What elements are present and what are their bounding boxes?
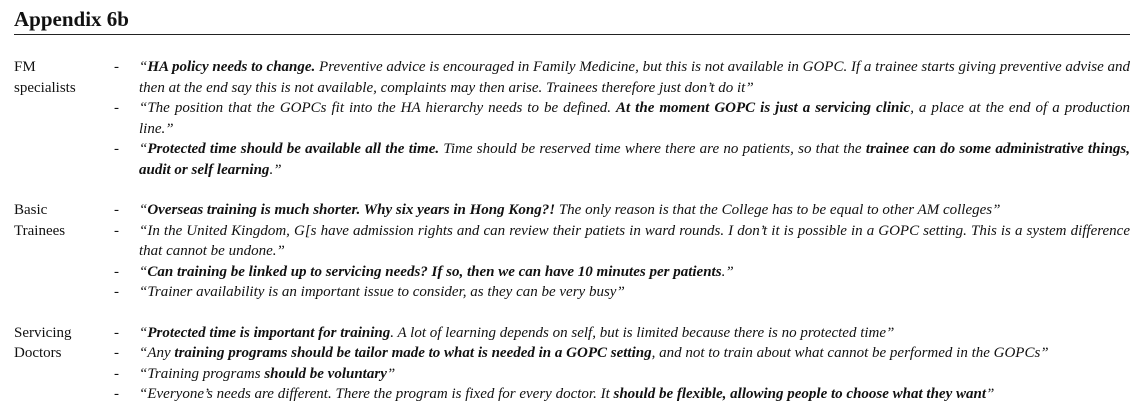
list-dash: - bbox=[114, 386, 119, 402]
quote-text: “ bbox=[139, 324, 148, 341]
page-title: Appendix 6b bbox=[14, 6, 1130, 35]
quote-text: ” bbox=[386, 365, 396, 382]
quote-emphasis: trainee can do some administrative things, audit or self learning bbox=[139, 141, 1131, 178]
quote-list bbox=[114, 200, 1130, 303]
quote-item bbox=[114, 57, 1130, 98]
quote-text: , and not to train about what cannot be performed in the GOPCs” bbox=[651, 345, 1049, 361]
quote-item bbox=[114, 323, 1130, 344]
list-dash: - bbox=[114, 284, 119, 300]
list-dash: - bbox=[114, 100, 119, 116]
list-dash: - bbox=[114, 59, 119, 75]
quote-emphasis: training programs should be tailor made to what is needed in a GOPC setting bbox=[174, 345, 652, 361]
quote-list bbox=[114, 57, 1130, 180]
quote-text: “Everyone’s needs are different. There the program is fixed for every doctor. It bbox=[139, 386, 614, 402]
document-page bbox=[14, 6, 1130, 405]
list-dash: - bbox=[114, 202, 119, 218]
quote-text: The only reason is that the College has to be equal to other AM colleges” bbox=[555, 202, 1001, 218]
list-dash: - bbox=[114, 345, 119, 361]
section-fm-specialists bbox=[14, 57, 1130, 180]
group-label-servicing-doctors: Servicing Doctors bbox=[14, 324, 72, 361]
quote-emphasis: should be flexible, allowing people to choose what they want bbox=[613, 386, 987, 402]
quote-item bbox=[114, 282, 1130, 303]
quote-text: “The position that the GOPCs fit into the HA hierarchy needs to be defined. bbox=[139, 100, 617, 116]
quote-item bbox=[114, 384, 1130, 405]
list-dash: - bbox=[114, 222, 119, 239]
quote-emphasis: At the moment GOPC is just a servicing clinic bbox=[616, 100, 911, 116]
list-dash: - bbox=[114, 263, 119, 280]
quote-text: “Training programs bbox=[139, 365, 265, 382]
quote-emphasis: Protected time is important for training bbox=[147, 324, 391, 341]
quote-text: “In the United Kingdom, G[s have admission rights and can review their patiets in ward rounds. I don’t it is possible in a GOPC setting. This is a system difference that cannot be undone.” bbox=[139, 222, 1130, 259]
quote-text: “ bbox=[139, 141, 148, 157]
quote-text: .” bbox=[721, 263, 734, 280]
quote-text: “ bbox=[139, 263, 148, 280]
quote-text: “Trainer availability is an important issue to consider, as they can be very busy” bbox=[139, 284, 625, 300]
group-label-fm-specialists: FM specialists bbox=[14, 59, 76, 96]
quote-emphasis: Overseas training is much shorter. Why six years in Hong Kong?! bbox=[147, 202, 556, 218]
quote-emphasis: Protected time should be available all the time. bbox=[147, 141, 440, 157]
list-dash: - bbox=[114, 324, 119, 341]
quote-item bbox=[114, 221, 1130, 262]
quote-text: Time should be reserved time where there are no patients, so that the bbox=[439, 141, 866, 157]
quote-item bbox=[114, 364, 1130, 385]
quote-text: “Any bbox=[139, 345, 175, 361]
quote-item bbox=[114, 343, 1130, 364]
quote-text: . A lot of learning depends on self, but is limited because there is no protected time” bbox=[390, 324, 895, 341]
quote-item bbox=[114, 262, 1130, 283]
quote-list bbox=[114, 323, 1130, 405]
section-servicing-doctors bbox=[14, 323, 1130, 405]
quote-text: .” bbox=[269, 161, 282, 178]
quote-text: “ bbox=[139, 202, 148, 218]
quote-text: , a place at the end of a production line.” bbox=[139, 100, 1130, 137]
list-dash: - bbox=[114, 141, 119, 157]
quote-emphasis: should be voluntary bbox=[264, 365, 387, 382]
quote-item bbox=[114, 98, 1130, 139]
section-basic-trainees bbox=[14, 200, 1130, 303]
list-dash: - bbox=[114, 365, 119, 382]
quote-text: “ bbox=[139, 59, 148, 75]
quote-text: Preventive advice is encouraged in Family Medicine, but this is not available in GOPC. If a trainee starts giving preventive advise and then at the end say this is not available, complaints may then arise. Trainees therefore just don’t do it” bbox=[139, 59, 1130, 96]
quote-emphasis: Can training be linked up to servicing needs? If so, then we can have 10 minutes per patients bbox=[147, 263, 722, 280]
quote-text: ” bbox=[986, 386, 995, 402]
quote-item bbox=[114, 139, 1130, 180]
group-label-basic-trainees: Basic Trainees bbox=[14, 202, 66, 239]
quote-emphasis: HA policy needs to change. bbox=[147, 59, 316, 75]
quote-item bbox=[114, 200, 1130, 221]
